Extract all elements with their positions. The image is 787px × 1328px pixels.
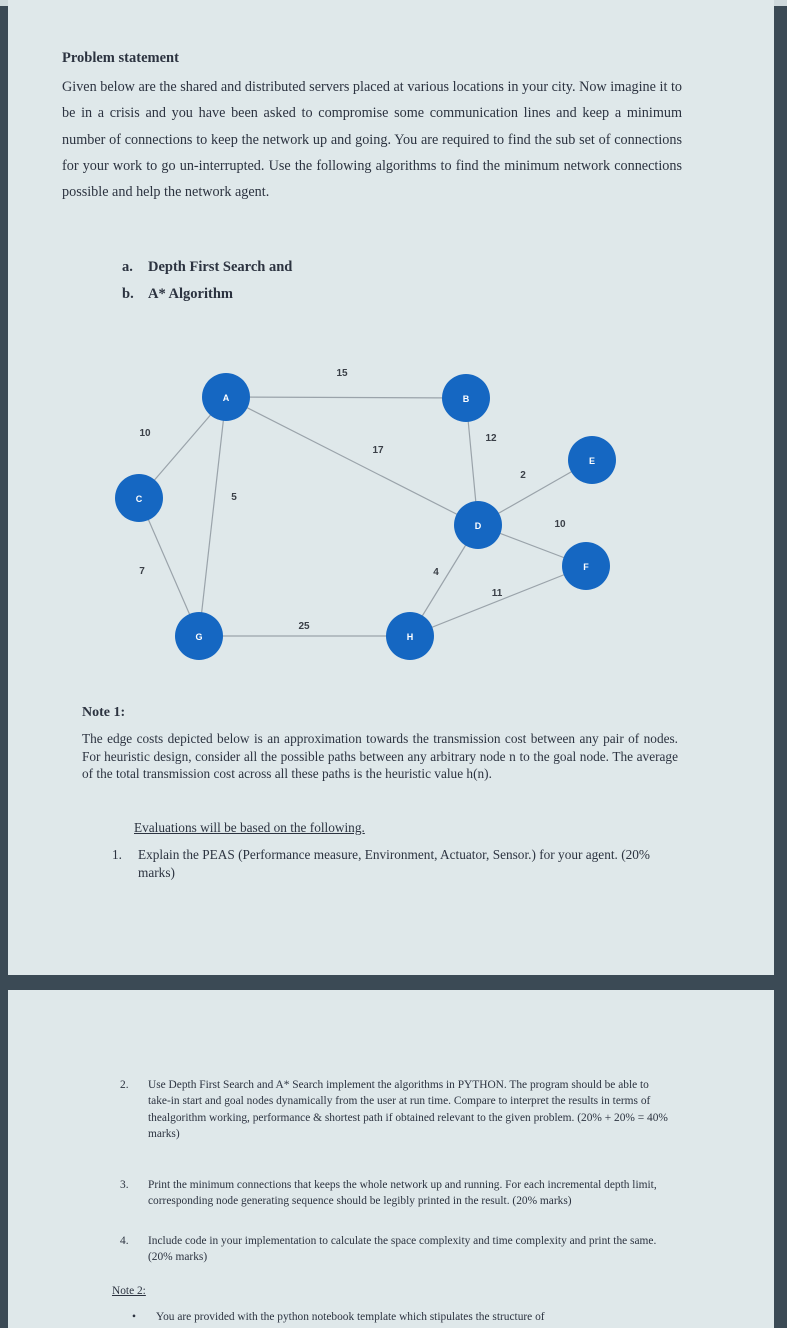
algorithm-item-dfs <box>122 259 292 276</box>
note2-bullet <box>132 1311 692 1323</box>
node-g <box>175 612 223 660</box>
evaluation-item-3 <box>120 1177 672 1210</box>
node-label: E <box>588 456 596 466</box>
edge-weight-label: 7 <box>139 566 145 577</box>
document-page-2 <box>8 990 774 1328</box>
note2-title: Note 2: <box>112 1285 146 1297</box>
item-number: 2. <box>120 1079 129 1091</box>
node-f <box>562 542 610 590</box>
note1-title: Note 1: <box>82 705 126 720</box>
problem-paragraph: Given below are the shared and distributed servers placed at various locations in your city. Now imagine it to be in a crisis and you have been asked to compromise some communication lines and keep a minimum number of connections to keep the network up and going. You are required to find the sub set of connections for your work to go un-interrupted. Use the following algorithms to find the minimum network connections possible and help the network agent. <box>62 79 682 201</box>
edge-a-b <box>226 397 466 398</box>
evaluation-item-2 <box>120 1077 672 1143</box>
node-label: B <box>462 394 470 404</box>
edge-weight-label: 10 <box>139 428 151 439</box>
node-h <box>386 612 434 660</box>
edge-weight-label: 25 <box>298 621 310 632</box>
algorithm-label: b. <box>122 286 134 302</box>
network-graph <box>0 355 787 685</box>
evaluation-item-1 <box>112 846 678 881</box>
edge-a-g <box>199 397 226 636</box>
edge-weight-label: 17 <box>372 445 384 456</box>
node-label: G <box>195 632 203 642</box>
node-c <box>115 474 163 522</box>
node-label: D <box>474 521 482 531</box>
node-a <box>202 373 250 421</box>
node-b <box>442 374 490 422</box>
edge-weight-label: 10 <box>554 519 566 530</box>
edge-weight-label: 4 <box>433 567 439 578</box>
algorithm-text: A* Algorithm <box>148 286 233 302</box>
item-text: Include code in your implementation to calculate the space complexity and time complexity and print the same. (20% marks) <box>148 1235 657 1264</box>
problem-heading: Problem statement <box>62 50 179 66</box>
item-number: 4. <box>120 1235 129 1247</box>
node-d <box>454 501 502 549</box>
item-text: Explain the PEAS (Performance measure, Environment, Actuator, Sensor.) for your agent. (20% marks) <box>138 847 651 880</box>
evaluation-title: Evaluations will be based on the following. <box>134 820 365 835</box>
edge-weight-label: 12 <box>485 433 497 444</box>
edge-weight-label: 5 <box>231 492 237 503</box>
node-label: C <box>135 494 143 504</box>
bullet-icon: • <box>132 1311 136 1323</box>
node-label: A <box>222 393 230 403</box>
edge-weight-label: 11 <box>491 588 503 599</box>
item-text: Use Depth First Search and A* Search implement the algorithms in PYTHON. The program should be able to take-in start and goal nodes dynamically from the user at run time. Compare to interpret the results in terms of thealgorithm working, performance & shortest path if obtained relevant to the given problem. (20% + 20% = 40% marks) <box>148 1079 668 1141</box>
algorithm-label: a. <box>122 259 133 275</box>
edge-weight-label: 2 <box>520 470 526 481</box>
edge-weight-label: 15 <box>336 368 348 379</box>
item-number: 3. <box>120 1179 129 1191</box>
evaluation-item-4 <box>120 1233 672 1266</box>
item-text: Print the minimum connections that keeps the whole network up and running. For each incremental depth limit, corresponding node generating sequence should be legibly printed in the result. (20% marks) <box>148 1179 657 1208</box>
node-label: F <box>583 562 589 572</box>
node-label: H <box>406 632 414 642</box>
item-number: 1. <box>112 847 122 862</box>
note1-text: The edge costs depicted below is an approximation towards the transmission cost between any pair of nodes. For heuristic design, consider all the possible paths between any arbitrary node n to the goal node. The average of the total transmission cost across all these paths is the heuristic value h(n). <box>82 731 678 782</box>
node-e <box>568 436 616 484</box>
algorithm-item-astar <box>122 286 233 303</box>
edge-a-d <box>226 397 478 525</box>
bullet-text: You are provided with the python notebook template which stipulates the structure of <box>156 1311 545 1323</box>
algorithm-text: Depth First Search and <box>148 259 293 275</box>
